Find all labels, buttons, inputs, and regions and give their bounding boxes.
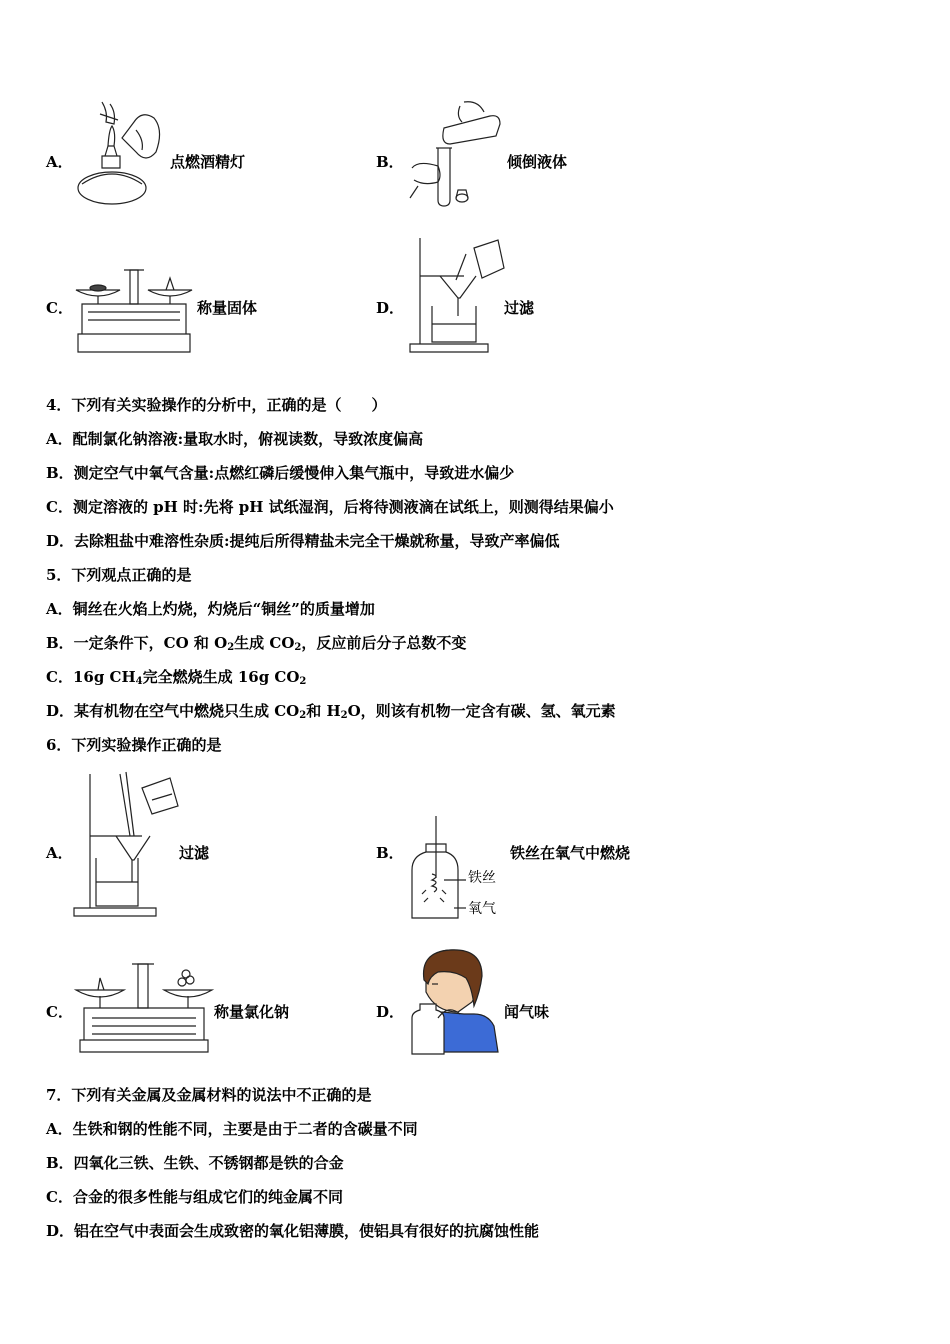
q4-option-d: D．去除粗盐中难溶性杂质:提纯后所得精盐未完全干燥就称量，导致产率偏低 xyxy=(46,532,560,550)
q4-option-b: B．测定空气中氧气含量:点燃红磷后缓慢伸入集气瓶中，导致进水偏少 xyxy=(46,464,515,482)
q6-option-d-label: D． xyxy=(376,1003,405,1021)
q3-option-b-caption: 倾倒液体 xyxy=(507,153,568,171)
q6-balance-figure xyxy=(74,960,214,1054)
q6-option-d-caption: 闻气味 xyxy=(504,1003,550,1021)
q3-option-b-label: B． xyxy=(376,153,404,171)
q6-option-c-caption: 称量氯化钠 xyxy=(214,1003,290,1021)
q6-iron-wire-oxygen-figure xyxy=(408,814,468,922)
q7-option-c: C．合金的很多性能与组成它们的纯金属不同 xyxy=(46,1188,343,1206)
q6-option-c-label: C． xyxy=(46,1003,73,1021)
q6-option-a-caption: 过滤 xyxy=(179,844,210,862)
q3-filtration-figure xyxy=(406,236,506,356)
q6-option-a-label: A． xyxy=(46,844,73,862)
q4-option-c: C．测定溶液的 pH 时:先将 pH 试纸湿润，后将待测液滴在试纸上，则测得结果偏小 xyxy=(46,498,614,516)
q6-stem: 6．下列实验操作正确的是 xyxy=(46,736,222,754)
q7-option-d: D．铝在空气中表面会生成致密的氧化铝薄膜，使铝具有很好的抗腐蚀性能 xyxy=(46,1222,540,1240)
q6-option-b-caption: 铁丝在氧气中燃烧 xyxy=(510,844,631,862)
q6-b-iron-wire-annotation: 铁丝 xyxy=(468,870,496,886)
q3-pouring-liquid-figure xyxy=(404,98,514,210)
q3-option-a-label: A． xyxy=(46,153,73,171)
q5-option-d: D．某有机物在空气中燃烧只生成 $CO_2$和 $H_2O$，则该有机物一定含有碳、氢、氧元素 xyxy=(46,702,616,721)
q4-stem: 4．下列有关实验操作的分析中，正确的是（ ） xyxy=(46,396,387,414)
q5-option-a: A．铜丝在火焰上灼烧，灼烧后“铜丝”的质量增加 xyxy=(46,600,375,618)
q5-stem: 5．下列观点正确的是 xyxy=(46,566,192,584)
q5-option-b: B．一定条件下，CO 和 $O_2$生成 $CO_2$，反应前后分子总数不变 xyxy=(46,634,467,653)
q5-option-c: C．16g $CH_4$完全燃烧生成 16g $CO_2$ xyxy=(46,668,307,687)
q6-b-oxygen-annotation: 氧气 xyxy=(468,901,496,917)
q3-option-c-caption: 称量固体 xyxy=(197,299,258,317)
q7-option-a: A．生铁和钢的性能不同，主要是由于二者的含碳量不同 xyxy=(46,1120,418,1138)
q6-smelling-gas-figure xyxy=(408,948,500,1056)
q6-option-b-label: B． xyxy=(376,844,404,862)
q4-option-a: A．配制氯化钠溶液:量取水时，俯视读数，导致浓度偏高 xyxy=(46,430,424,448)
q3-alcohol-lamp-figure xyxy=(72,100,172,210)
q3-option-d-caption: 过滤 xyxy=(504,299,535,317)
q3-option-d-label: D． xyxy=(376,299,405,317)
q7-stem: 7．下列有关金属及金属材料的说法中不正确的是 xyxy=(46,1086,372,1104)
q7-option-b: B．四氧化三铁、生铁、不锈钢都是铁的合金 xyxy=(46,1154,344,1172)
q3-option-a-caption: 点燃酒精灯 xyxy=(170,153,246,171)
q3-balance-figure xyxy=(74,264,194,356)
q6-filtration-figure xyxy=(72,770,182,918)
q3-option-c-label: C． xyxy=(46,299,73,317)
